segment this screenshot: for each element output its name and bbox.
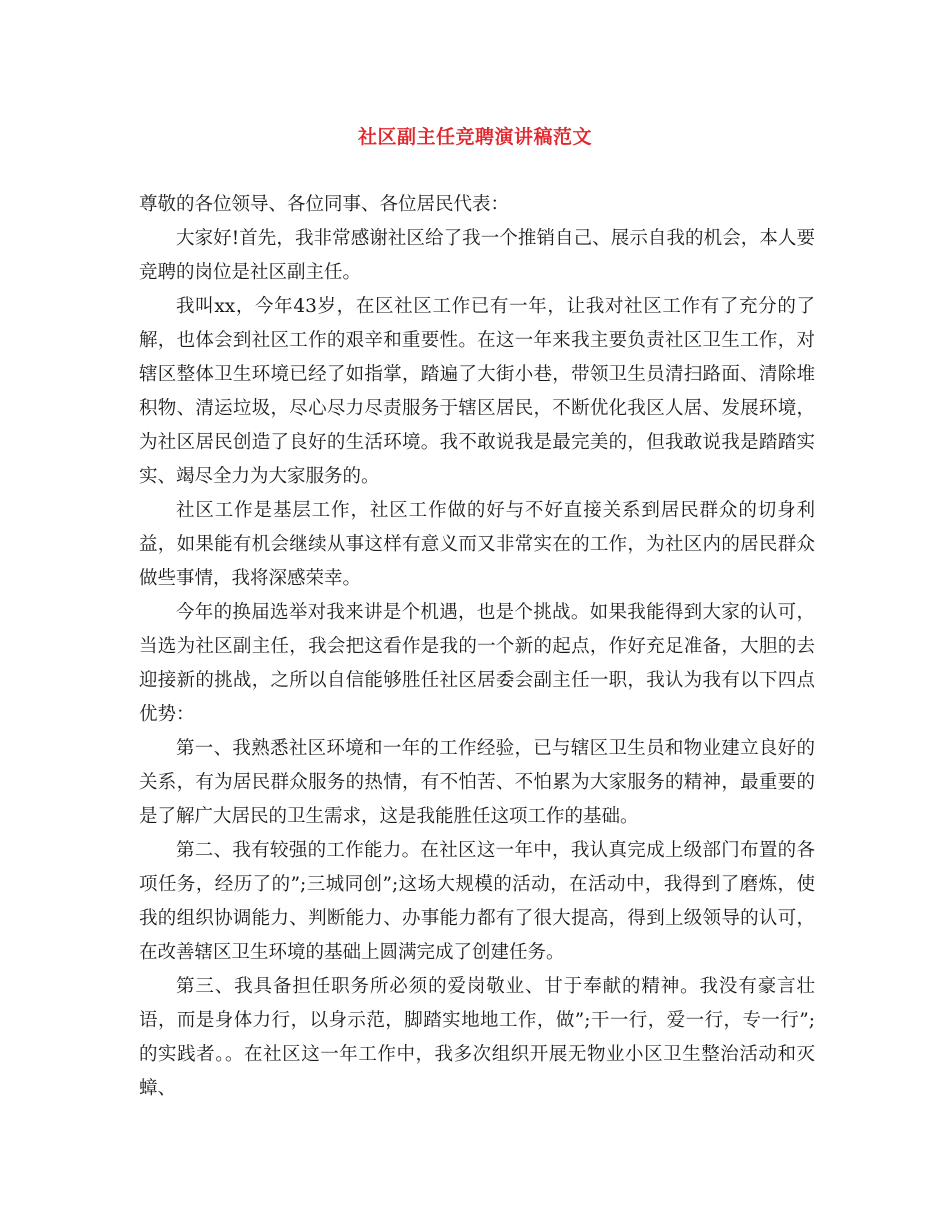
- community-work-paragraph: 社区工作是基层工作，社区工作做的好与不好直接关系到居民群众的切身利益，如果能有机会继续从事这样有意义而又非常实在的工作，为社区内的居民群众做些事情，我将深感荣幸。: [139, 500, 815, 589]
- advantage-one-paragraph: 第一、我熟悉社区环境和一年的工作经验，已与辖区卫生员和物业建立良好的关系，有为居民群众服务的热情，有不怕苦、不怕累为大家服务的精神，最重要的是了解广大居民的卫生需求，这是我能胜任这项工作的基础。: [139, 738, 815, 827]
- advantage-three-paragraph: 第三、我具备担任职务所必须的爱岗敬业、甘于奉献的精神。我没有豪言壮语，而是身体力行，以身示范，脚踏实地地工作，做”;干一行，爱一行，专一行”;的实践者。。在社区这一年工作中，我多次组织开展无物业小区卫生整治活动和灭蟑、: [139, 976, 815, 1099]
- advantage-two-paragraph: 第二、我有较强的工作能力。在社区这一年中，我认真完成上级部门布置的各项任务，经历了的”;三城同创”;这场大规模的活动，在活动中，我得到了磨炼，使我的组织协调能力、判断能力、办事能力都有了很大提高，得到上级领导的认可，在改善辖区卫生环境的基础上圆满完成了创建任务。: [139, 840, 815, 963]
- document-title: 社区副主任竞聘演讲稿范文: [357, 126, 592, 148]
- salutation-paragraph: 尊敬的各位领导、各位同事、各位居民代表：: [139, 194, 510, 215]
- self-introduction-paragraph: 我叫xx，今年43岁，在区社区工作已有一年，让我对社区工作有了充分的了解，也体会到社区工作的艰辛和重要性。在这一年来我主要负责社区卫生工作，对辖区整体卫生环境已经了如指掌，踏遍了大街小巷，带领卫生员清扫路面、清除堆积物、清运垃圾，尽心尽力尽责服务于辖区居民，不断优化我区人居、发展环境，为社区居民创造了良好的生活环境。我不敢说我是最完美的，但我敢说我是踏踏实实、竭尽全力为大家服务的。: [139, 296, 815, 487]
- greeting-paragraph: 大家好!首先，我非常感谢社区给了我一个推销自己、展示自我的机会，本人要竞聘的岗位是社区副主任。: [139, 228, 815, 283]
- election-paragraph: 今年的换届选举对我来讲是个机遇，也是个挑战。如果我能得到大家的认可，当选为社区副主任，我会把这看作是我的一个新的起点，作好充足准备，大胆的去迎接新的挑战，之所以自信能够胜任社区居委会副主任一职，我认为我有以下四点优势：: [139, 602, 815, 725]
- document-body: [139, 188, 815, 1106]
